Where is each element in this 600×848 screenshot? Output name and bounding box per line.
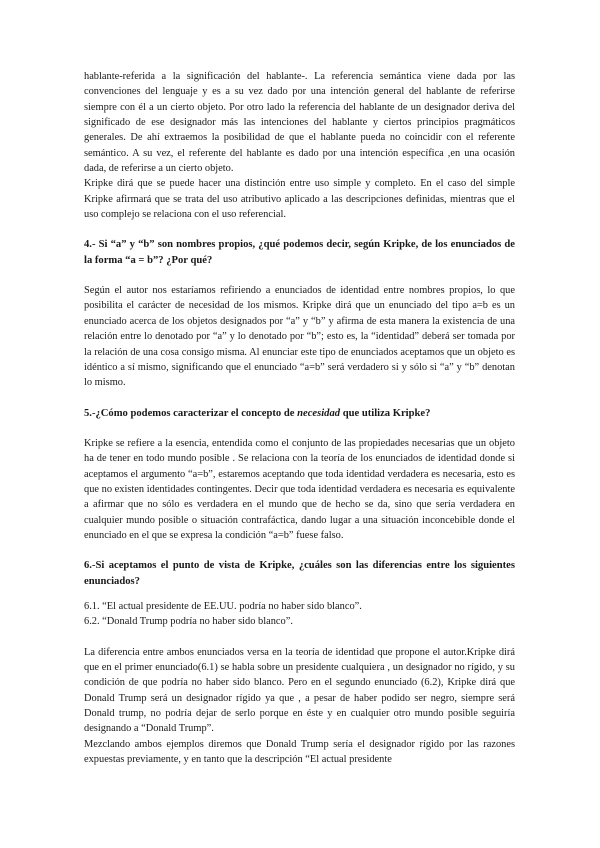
- question-6-heading: 6.-Si aceptamos el punto de vista de Kripke, ¿cuáles son las diferencias entre los siguientes enunciados?: [84, 560, 515, 587]
- question-5-heading-start: 5.-¿Cómo podemos caracterizar el concepto de: [84, 407, 298, 419]
- question-6-answer-2: Mezclando ambos ejemplos diremos que Donald Trump sería el designador rígido por las razones expuestas previamente, y en tanto que la descripción “El actual presidente: [84, 738, 515, 766]
- document-body: [84, 69, 515, 767]
- question-4-answer: Según el autor nos estaríamos refiriendo a enunciados de identidad entre nombres propios, lo que posibilita el carácter de necesidad de los mismos. Kripke dirá que un enunciado del tipo a=b es un enunciado acerca de los objetos designados por “a” y “b” y afirma de esta manera la existencia de una relación entre lo denotado por “a” y lo denotado por “b”; esto es, la “identidad” deberá ser tomada por la relación de una cosa consigo misma. Al enunciar este tipo de enunciados aceptamos que un objeto es idéntico a sí mismo, significando que el enunciado “a=b” será verdadero si y sólo si “a” y “b” denotan lo mismo.: [84, 285, 515, 389]
- question-6-item-1: 6.1. “El actual presidente de EE.UU. podría no haber sido blanco”.: [84, 600, 362, 612]
- question-5-heading: [84, 406, 515, 421]
- paragraph-intro-1: hablante-referida a la significación del hablante-. La referencia semántica viene dada por las convenciones del lenguaje y es a su vez dado por una intención general del hablante de referirse siempre con él a un cierto objeto. Por otro lado la referencia del hablante de un designador deriva del significado de ese designador más las intenciones del hablante y ciertos principios pragmáticos generales. De ahí extraemos la posibilidad de que el hablante pueda no coincidir con el referente semántico. A su vez, el referente del hablante es dado por una intención específica ,en una ocasión dada, de referirse a un cierto objeto.: [84, 71, 515, 175]
- question-4-heading: 4.- Si “a” y “b” son nombres propios, ¿qué podemos decir, según Kripke, de los enunciados de la forma “a = b”? ¿Por qué?: [84, 239, 515, 266]
- paragraph-intro-2: Kripke dirá que se puede hacer una distinción entre uso simple y completo. En el caso del simple Kripke afirmará que se trata del uso atributivo aplicado a las descripciones definidas, mientras que el uso complejo se relaciona con el uso referencial.: [84, 178, 515, 221]
- question-5-heading-emphasis: necesidad: [297, 407, 341, 419]
- question-6-item-2: 6.2. “Donald Trump podría no haber sido blanco”.: [84, 616, 293, 628]
- question-5-answer: Kripke se refiere a la esencia, entendida como el conjunto de las propiedades necesarias que un objeto ha de tener en todo mundo posible . Se relaciona con la teoría de los enunciados de identidad donde si aceptamos el argumento “a=b”, estaremos aceptando que toda identidad verdadera es necesaria, esto es que no existen identidades contingentes. Decir que toda identidad verdadera es necesaria es equivalente a afirmar que no sólo es verdadera en el mundo que de hecho se da, sino que sería verdadera en cualquier mundo posible o situación contrafáctica, dando lugar a una situación inconcebible donde el enunciado en el que se expresa la condición “a=b” fuese falso.: [84, 437, 515, 541]
- question-6-answer-1: La diferencia entre ambos enunciados versa en la teoría de identidad que propone el autor.Kripke dirá que en el primer enunciado(6.1) se habla sobre un presidente cualquiera , un designador no rígido, y su condición de que podría no haber sido blanco. Pero en el segundo enunciado (6.2), Kripke dirá que Donald Trump será un designador rígido ya que , a pesar de haber podido ser negro, siempre será Donald trump, no podría dejar de serlo porque en éste y en cualquier otro mundo posible seguiría designando a “Donald Trump”.: [84, 646, 515, 735]
- question-5-heading-end: que utiliza Kripke?: [340, 407, 431, 419]
